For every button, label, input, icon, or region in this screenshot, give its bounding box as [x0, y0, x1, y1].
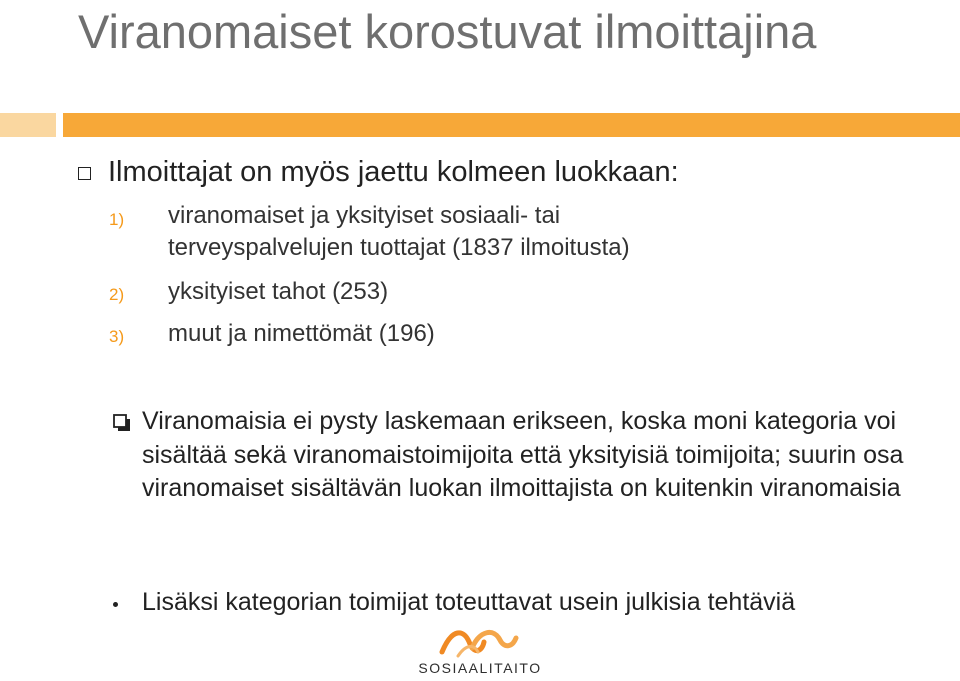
bullet-authorities-note: Viranomaisia ei pysty laskemaan erikseen, koska moni kategoria voi sisältää sekä viranomaistoimijoita että yksityisiä toimijoita; suurin osa viranomaiset sisältävän luokan ilmoittajista on kuitenkin viranomaisia	[142, 407, 904, 502]
checkbox-bullet-icon	[113, 414, 131, 432]
bullet-public-tasks: Lisäksi kategorian toimijat toteuttavat usein julkisia tehtäviä	[142, 588, 796, 616]
list-number: 2)	[109, 285, 125, 304]
swirl-logo-icon	[438, 622, 520, 662]
list-item-line: muut ja nimettömät (196)	[168, 320, 435, 347]
list-item-line: viranomaiset ja yksityiset sosiaali- tai	[168, 202, 561, 229]
title-accent-bar	[63, 113, 960, 137]
slide-title: Viranomaiset korostuvat ilmoittajina	[78, 5, 817, 58]
list-number: 3)	[109, 327, 125, 346]
bullet-classification: Ilmoittajat on myös jaettu kolmeen luokkaan:	[108, 156, 679, 188]
list-number: 1)	[109, 210, 125, 229]
title-accent-bar-left	[0, 113, 56, 137]
dot-bullet-icon	[113, 602, 118, 607]
logo-wordmark: SOSIAALITAITO	[418, 660, 542, 676]
list-item-line: yksityiset tahot (253)	[168, 278, 389, 305]
square-bullet-icon	[78, 167, 91, 180]
list-item-line: terveyspalvelujen tuottajat (1837 ilmoitusta)	[168, 234, 630, 261]
